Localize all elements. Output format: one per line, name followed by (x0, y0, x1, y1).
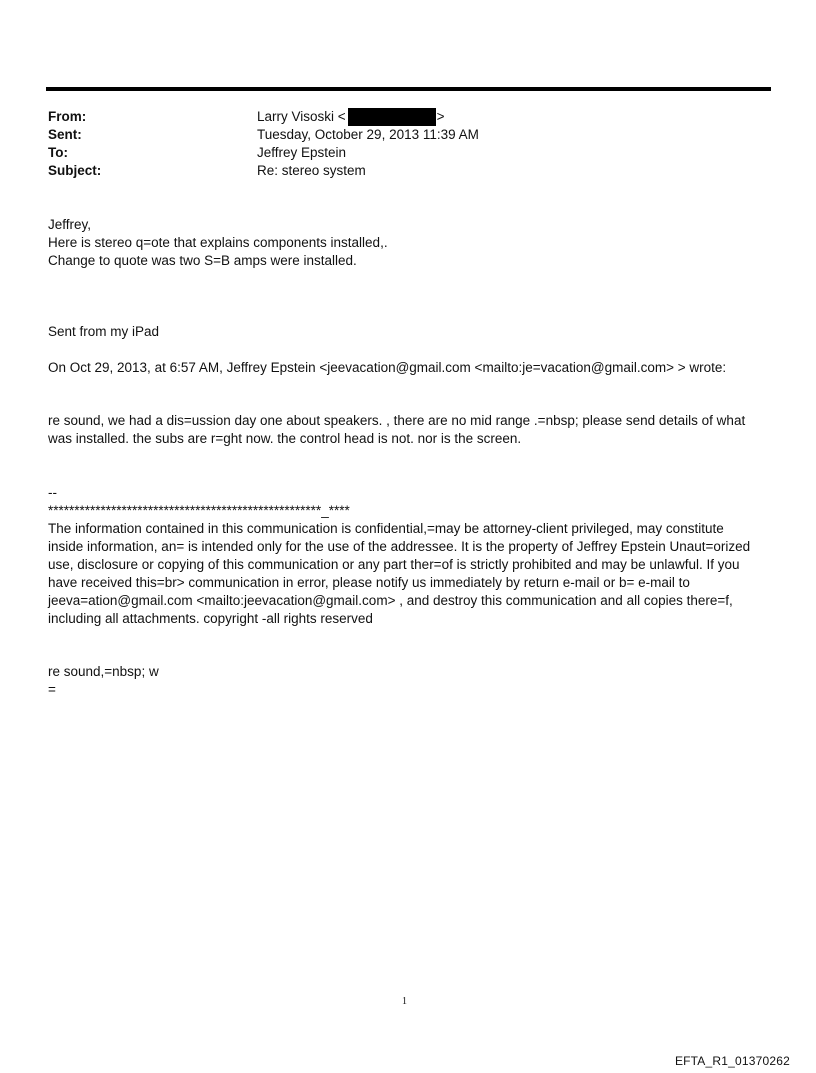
subject-label: Subject: (48, 163, 102, 178)
from-value (257, 108, 748, 126)
signature: Sent from my iPad (48, 324, 160, 339)
quoted-line-1: re sound, we had a dis=ussion day one about speakers. , there are no mid range .=nbsp; please send details of what (48, 413, 746, 428)
from-name: Larry Visoski < (257, 109, 346, 124)
disclaimer-line-2: inside information, an= is intended only for the use of the addressee. It is the property of Jeffrey Epstein Unaut=orized (48, 539, 751, 554)
disclaimer-line-4: have received this=br> communication in error, please notify us immediately by return e-mail or b= e-mail to (48, 575, 690, 590)
document-id: EFTA_R1_01370262 (674, 1054, 790, 1068)
sent-value: Tuesday, October 29, 2013 11:39 AM (257, 127, 479, 142)
disclaimer-stars: ****************************************************_**** (48, 503, 350, 518)
header-rule (46, 87, 771, 91)
to-row (48, 144, 748, 162)
from-label: From: (48, 109, 87, 124)
trailing-line-1: re sound,=nbsp; w (48, 664, 159, 679)
disclaimer-line-6: including all attachments. copyright -all rights reserved (48, 611, 373, 626)
subject-row (48, 162, 748, 180)
redaction-block (348, 108, 436, 126)
to-label: To: (48, 145, 68, 160)
greeting: Jeffrey, (48, 217, 92, 232)
quoted-message (48, 412, 763, 448)
subject-value: Re: stereo system (257, 163, 366, 178)
message-body (48, 216, 763, 270)
trailing-text (48, 663, 763, 699)
quote-intro: On Oct 29, 2013, at 6:57 AM, Jeffrey Epstein <jeevacation@gmail.com <mailto:je=vacation@gmail.com> > wrote: (48, 360, 727, 375)
disclaimer (48, 484, 763, 628)
disclaimer-line-3: use, disclosure or copying of this communication or any part ther=of is strictly prohibited and may be unlawful. If you (48, 557, 740, 572)
to-value: Jeffrey Epstein (257, 145, 347, 160)
quoted-line-2: was installed. the subs are r=ght now. the control head is not. nor is the screen. (48, 431, 522, 446)
page-number: 1 (402, 996, 407, 1007)
message-line-2: Change to quote was two S=B amps were installed. (48, 253, 357, 268)
disclaimer-line-1: The information contained in this communication is confidential,=may be attorney-client privileged, may constitute (48, 521, 724, 536)
from-close: > (436, 109, 445, 124)
email-header (48, 108, 748, 180)
message-line-1: Here is stereo q=ote that explains components installed,. (48, 235, 388, 250)
from-row (48, 108, 748, 126)
sent-row (48, 126, 748, 144)
disclaimer-line-5: jeeva=ation@gmail.com <mailto:jeevacation@gmail.com> , and destroy this communication and all copies there=f, (48, 593, 733, 608)
trailing-line-2: = (48, 682, 56, 697)
sent-label: Sent: (48, 127, 82, 142)
disclaimer-dashes: -- (48, 485, 57, 500)
